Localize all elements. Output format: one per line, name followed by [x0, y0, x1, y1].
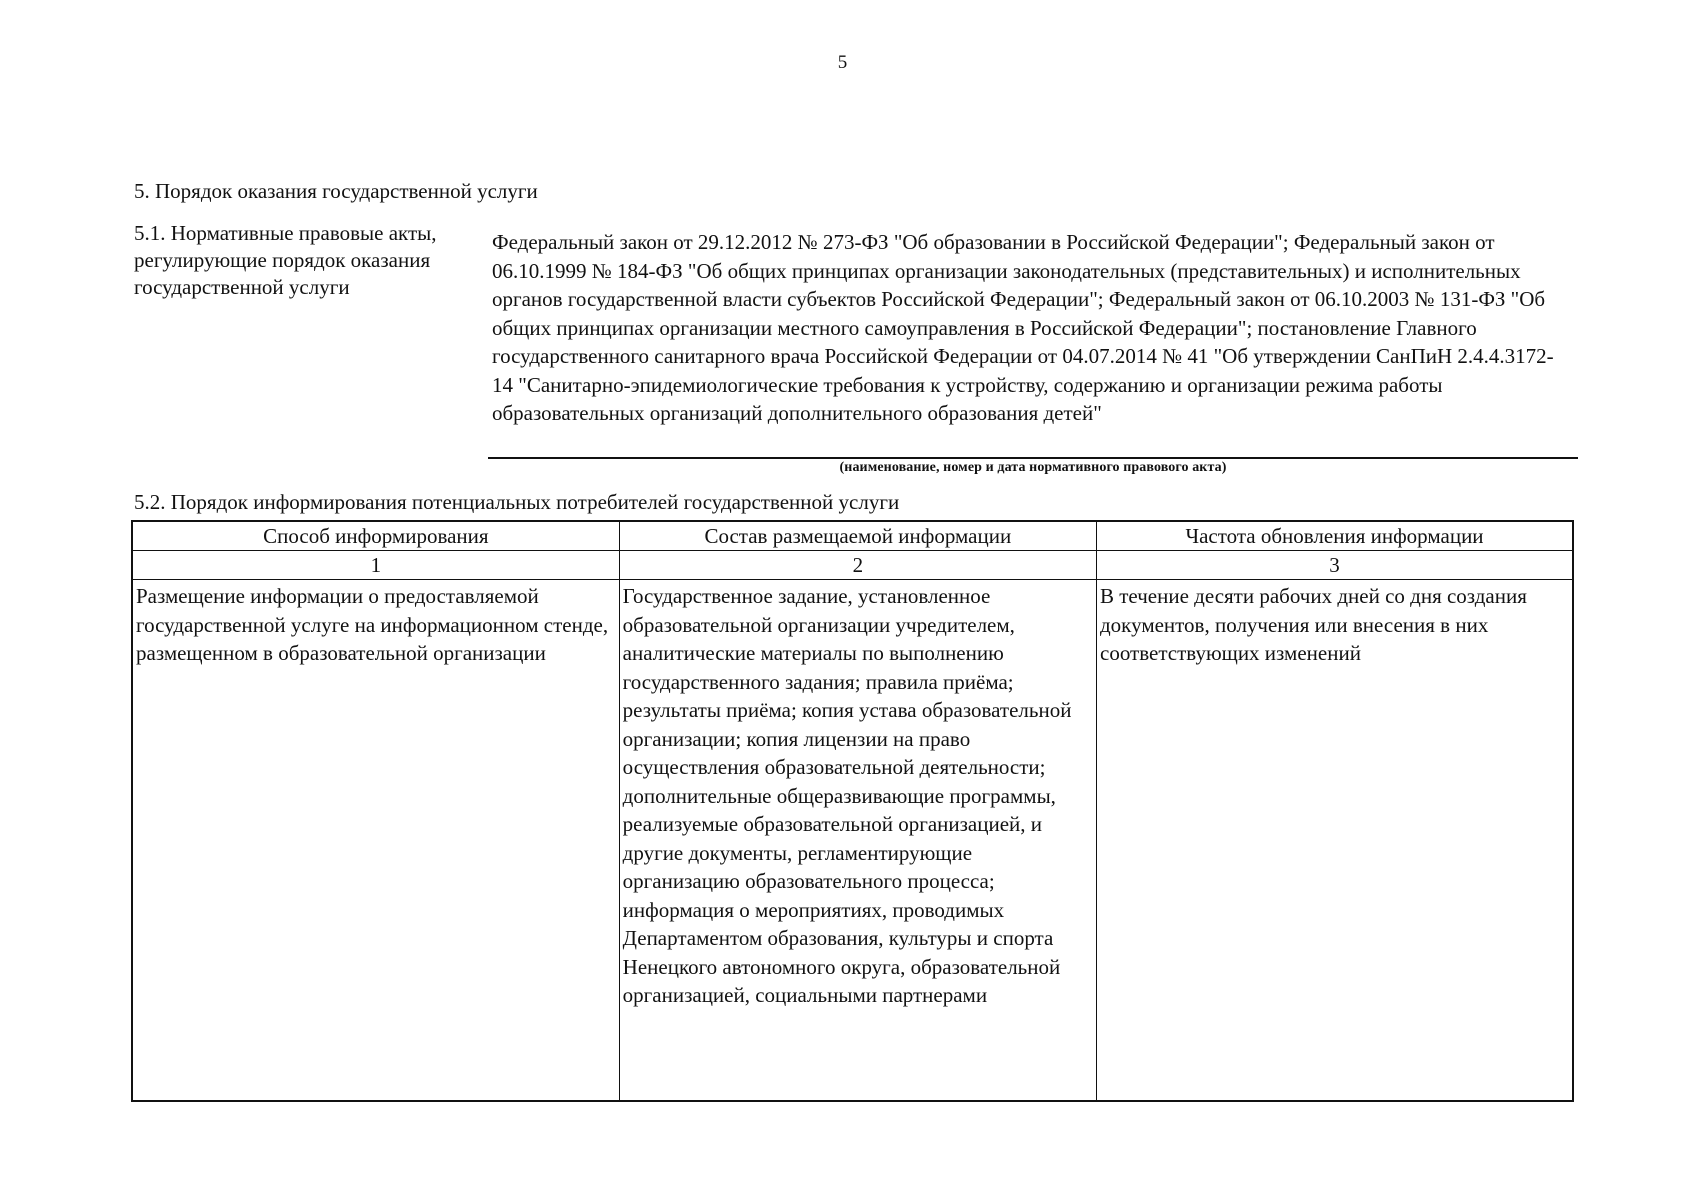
column-number-1: 1: [132, 551, 619, 580]
cell-method: Размещение информации о предоставляемой государственной услуге на информационном стенде, размещенном в образовательной организации: [132, 580, 619, 1102]
table-number-row: [132, 551, 1573, 580]
table-header-row: [132, 521, 1573, 551]
page-number: 5: [837, 52, 848, 73]
legal-acts-caption: (наименование, номер и дата нормативного правового акта): [839, 460, 1227, 475]
cell-content: Государственное задание, установленное образовательной организации учредителем, аналитические материалы по выполнению государственного задания; правила приёма; результаты приёма; копия устава образовательной организации; копия лицензии на право осуществления образовательной деятельности; дополнительные общеразвивающие программы, реализуемые образовательной организацией, и другие документы, регламентирующие организацию образовательного процесса; информация о мероприятиях, проводимых Департаментом образования, культуры и спорта Ненецкого автономного округа, образовательной организацией, социальными партнерами: [619, 580, 1096, 1102]
column-number-3: 3: [1097, 551, 1574, 580]
column-number-2: 2: [619, 551, 1096, 580]
header-method: Способ информирования: [132, 521, 619, 551]
legal-acts-text: Федеральный закон от 29.12.2012 № 273-ФЗ "Об образовании в Российской Федерации"; Федеральный закон от 06.10.1999 № 184-ФЗ "Об общих принципах организации законодательных (представительных) и исполнительных органов государственной власти субъектов Российской Федерации"; Федеральный закон от 06.10.2003 № 131-ФЗ "Об общих принципах организации местного самоуправления в Российской Федерации"; постановление Главного государственного санитарного врача Российской Федерации от 04.07.2014 № 41 "Об утверждении СанПиН 2.4.4.3172-14 "Санитарно-эпидемиологические требования к устройству, содержанию и организации режима работы образовательных организаций дополнительного образования детей": [492, 230, 1554, 425]
legal-acts-underline: [488, 457, 1578, 459]
header-frequency: Частота обновления информации: [1097, 521, 1574, 551]
legal-acts-label: 5.1. Нормативные правовые акты, регулирующие порядок оказания государственной услуги: [134, 221, 437, 299]
section-title: 5. Порядок оказания государственной услуги: [134, 179, 538, 203]
header-content: Состав размещаемой информации: [619, 521, 1096, 551]
informing-table: [131, 520, 1574, 1102]
informing-title: 5.2. Порядок информирования потенциальных потребителей государственной услуги: [134, 490, 900, 514]
cell-frequency: В течение десяти рабочих дней со дня создания документов, получения или внесения в них соответствующих изменений: [1097, 580, 1574, 1102]
table-row: [132, 580, 1573, 1102]
